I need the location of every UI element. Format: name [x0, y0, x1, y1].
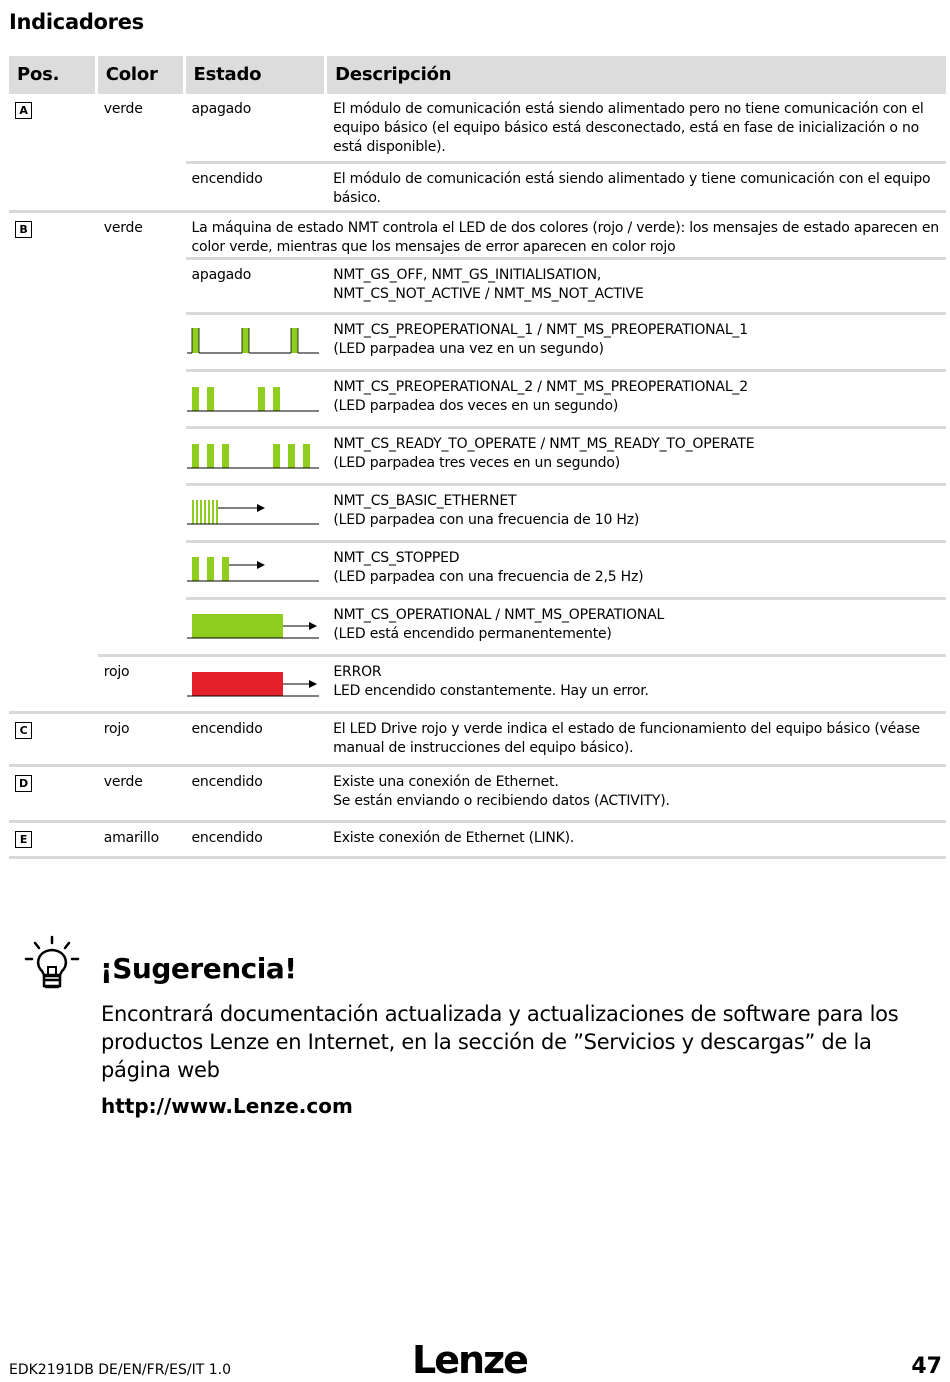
desc-a-2: El módulo de comunicación está siendo alimentado y tiene comunicación con el equipo básico. [333, 171, 931, 206]
table-row-e [9, 823, 946, 856]
desc-e: Existe conexión de Ethernet (LINK). [333, 830, 575, 846]
led-pattern-2-graphic [185, 372, 324, 426]
pos-c-box: C [15, 722, 32, 739]
desc-c: El LED Drive rojo y verde indica el estado de funcionamiento del equipo básico (véase manual de instrucciones del equipo básico). [333, 721, 920, 756]
desc-b-5 [327, 543, 946, 597]
indicators-table [9, 56, 946, 859]
desc-b-6-line1: NMT_CS_OPERATIONAL / NMT_MS_OPERATIONAL [333, 607, 665, 623]
table-row-a [9, 94, 946, 161]
desc-b-4-line2: (LED parpadea con una frecuencia de 10 Hz) [333, 512, 640, 528]
pos-d-box: D [15, 775, 32, 792]
table-row-b-2 [9, 372, 946, 426]
desc-b-apagado-line2: NMT_CS_NOT_ACTIVE / NMT_MS_NOT_ACTIVE [333, 286, 644, 302]
table-row-b-error [9, 657, 946, 711]
tip-title: ¡Sugerencia! [100, 952, 297, 985]
desc-b-3 [327, 429, 946, 483]
desc-d [327, 767, 946, 820]
led-pattern-4-graphic [185, 486, 324, 540]
desc-b-2 [327, 372, 946, 426]
led-pattern-1-graphic [185, 315, 324, 369]
color-e: amarillo [103, 830, 159, 846]
table-row-b-3 [9, 429, 946, 483]
desc-b-1-line2: (LED parpadea una vez en un segundo) [333, 341, 604, 357]
table-header [9, 56, 946, 94]
led-pattern-5-graphic [185, 543, 324, 597]
estado-b-apagado: apagado [191, 267, 252, 283]
estado-c: encendido [191, 721, 263, 737]
table-row-b-5 [9, 543, 946, 597]
estado-d: encendido [191, 774, 263, 790]
desc-b-2-line1: NMT_CS_PREOPERATIONAL_2 / NMT_MS_PREOPERATIONAL_2 [333, 379, 748, 395]
table-row-d [9, 767, 946, 820]
table-row-b-1 [9, 315, 946, 369]
table-row-c [9, 714, 946, 764]
desc-b-error-line1: ERROR [333, 664, 382, 680]
desc-b-error [327, 657, 946, 711]
desc-b-apagado-line1: NMT_GS_OFF, NMT_GS_INITIALISATION, [333, 267, 602, 283]
header-color: Color [98, 56, 183, 94]
desc-b-intro: La máquina de estado NMT controla el LED de dos colores (rojo / verde): los mensajes de estado aparecen en color verde, mientras que los mensajes de error aparecen en color rojo [191, 220, 939, 255]
color-b-rojo: rojo [103, 664, 130, 680]
color-c: rojo [103, 721, 130, 737]
header-pos: Pos. [9, 56, 95, 94]
lenze-logo: Lenze [412, 1338, 527, 1382]
desc-d-line2: Se están enviando o recibiendo datos (ACTIVITY). [333, 793, 670, 809]
page-number: 47 [911, 1354, 942, 1379]
led-pattern-3-graphic [185, 429, 324, 483]
tip-url-link[interactable]: http://www.Lenze.com [101, 1094, 353, 1118]
desc-d-line1: Existe una conexión de Ethernet. [333, 774, 559, 790]
pos-a-box: A [15, 102, 32, 119]
color-a: verde [103, 101, 143, 117]
table-row-b-4 [9, 486, 946, 540]
footer-doc-id: EDK2191DB DE/EN/FR/ES/IT 1.0 [9, 1362, 231, 1378]
table-row-a-2 [9, 164, 946, 210]
color-b: verde [103, 220, 143, 236]
desc-b-5-line2: (LED parpadea con una frecuencia de 2,5 Hz) [333, 569, 644, 585]
table-row-b-apagado [9, 260, 946, 312]
header-descripcion: Descripción [327, 56, 946, 94]
desc-b-3-line1: NMT_CS_READY_TO_OPERATE / NMT_MS_READY_TO_OPERATE [333, 436, 755, 452]
desc-b-4-line1: NMT_CS_BASIC_ETHERNET [333, 493, 517, 509]
lightbulb-icon [22, 935, 84, 1001]
page-title: Indicadores [9, 10, 144, 34]
desc-b-6 [327, 600, 946, 654]
led-pattern-6-graphic [185, 600, 324, 654]
color-d: verde [103, 774, 143, 790]
pos-e-box: E [15, 831, 32, 848]
header-estado: Estado [186, 56, 325, 94]
desc-a-1: El módulo de comunicación está siendo alimentado pero no tiene comunicación con el equipo básico (el equipo básico está desconectado, está en fase de inicialización o no está disponible). [333, 101, 924, 155]
desc-b-error-line2: LED encendido constantemente. Hay un error. [333, 683, 649, 699]
estado-a-1: apagado [191, 101, 252, 117]
desc-b-4 [327, 486, 946, 540]
tip-text: Encontrará documentación actualizada y actualizaciones de software para los productos Lenze en Internet, en la sección de ”Servicios y descargas” de la página web [101, 1002, 899, 1082]
desc-b-2-line2: (LED parpadea dos veces en un segundo) [333, 398, 619, 414]
desc-b-1 [327, 315, 946, 369]
desc-b-3-line2: (LED parpadea tres veces en un segundo) [333, 455, 620, 471]
estado-a-2: encendido [191, 171, 263, 187]
row-separator [9, 856, 946, 859]
desc-b-1-line1: NMT_CS_PREOPERATIONAL_1 / NMT_MS_PREOPERATIONAL_1 [333, 322, 748, 338]
estado-e: encendido [191, 830, 263, 846]
desc-b-6-line2: (LED está encendido permanentemente) [333, 626, 612, 642]
desc-b-apagado [327, 260, 946, 312]
table-row-b-6 [9, 600, 946, 654]
led-pattern-error-graphic [185, 657, 324, 711]
desc-b-5-line1: NMT_CS_STOPPED [333, 550, 460, 566]
pos-b-box: B [15, 221, 32, 238]
table-row-b [9, 213, 946, 257]
